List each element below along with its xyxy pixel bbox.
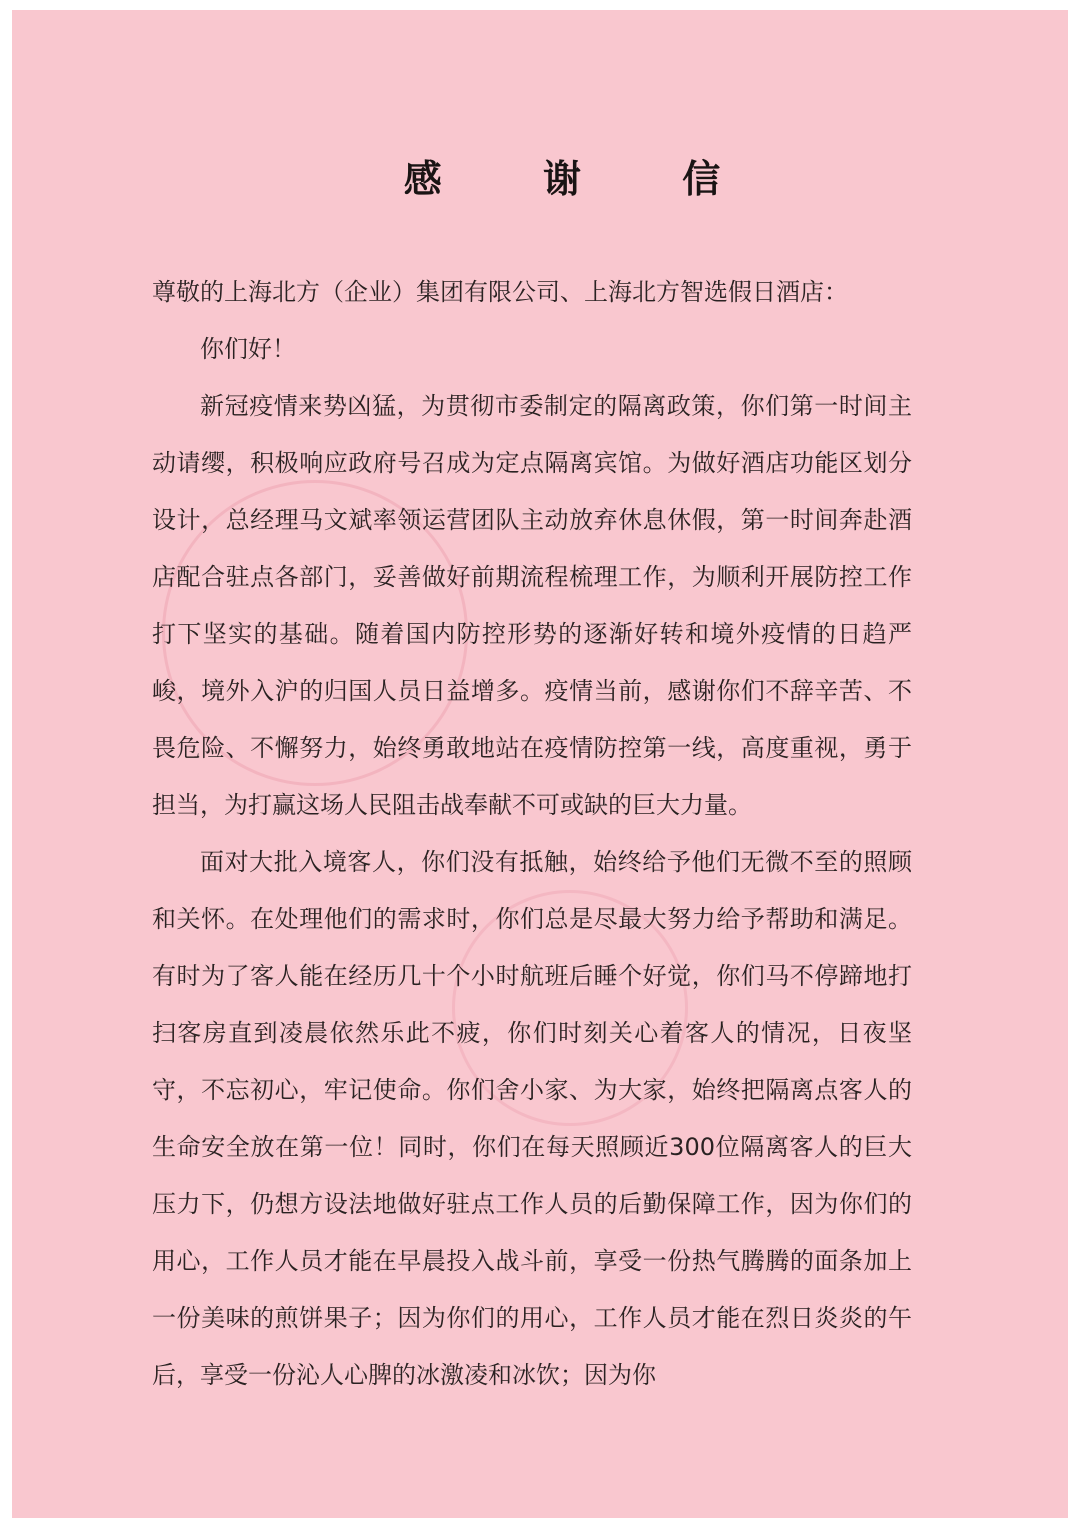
letter-title: 感 谢 信 bbox=[403, 156, 765, 201]
letter-paragraph-1: 新冠疫情来势凶猛，为贯彻市委制定的隔离政策，你们第一时间主动请缨，积极响应政府号召成为定点隔离宾馆。为做好酒店功能区划分设计，总经理马文斌率领运营团队主动放弃休息休假，第一时间奔赴酒店配合驻点各部门，妥善做好前期流程梳理工作，为顺利开展防控工作打下坚实的基础。随着国内防控形势的逐渐好转和境外疫情的日趋严峻，境外入沪的归国人员日益增多。疫情当前，感谢你们不辞辛苦、不畏危险、不懈努力，始终勇敢地站在疫情防控第一线，高度重视，勇于担当，为打赢这场人民阻击战奉献不可或缺的巨大力量。 bbox=[152, 392, 912, 819]
letter-body bbox=[152, 264, 912, 1404]
letter-salutation: 尊敬的上海北方（企业）集团有限公司、上海北方智选假日酒店： bbox=[152, 278, 848, 306]
letter-page bbox=[12, 10, 1068, 1518]
letter-greeting: 你们好！ bbox=[200, 335, 296, 363]
letter-paragraph-2: 面对大批入境客人，你们没有抵触，始终给予他们无微不至的照顾和关怀。在处理他们的需求时，你们总是尽最大努力给予帮助和满足。有时为了客人能在经历几十个小时航班后睡个好觉，你们马不停蹄地打扫客房直到凌晨依然乐此不疲，你们时刻关心着客人的情况，日夜坚守，不忘初心，牢记使命。你们舍小家、为大家，始终把隔离点客人的生命安全放在第一位！同时，你们在每天照顾近300位隔离客人的巨大压力下，仍想方设法地做好驻点工作人员的后勤保障工作，因为你们的用心，工作人员才能在早晨投入战斗前，享受一份热气腾腾的面条加上一份美味的煎饼果子；因为你们的用心，工作人员才能在烈日炎炎的午后，享受一份沁人心脾的冰激凌和冰饮；因为你 bbox=[152, 848, 912, 1389]
